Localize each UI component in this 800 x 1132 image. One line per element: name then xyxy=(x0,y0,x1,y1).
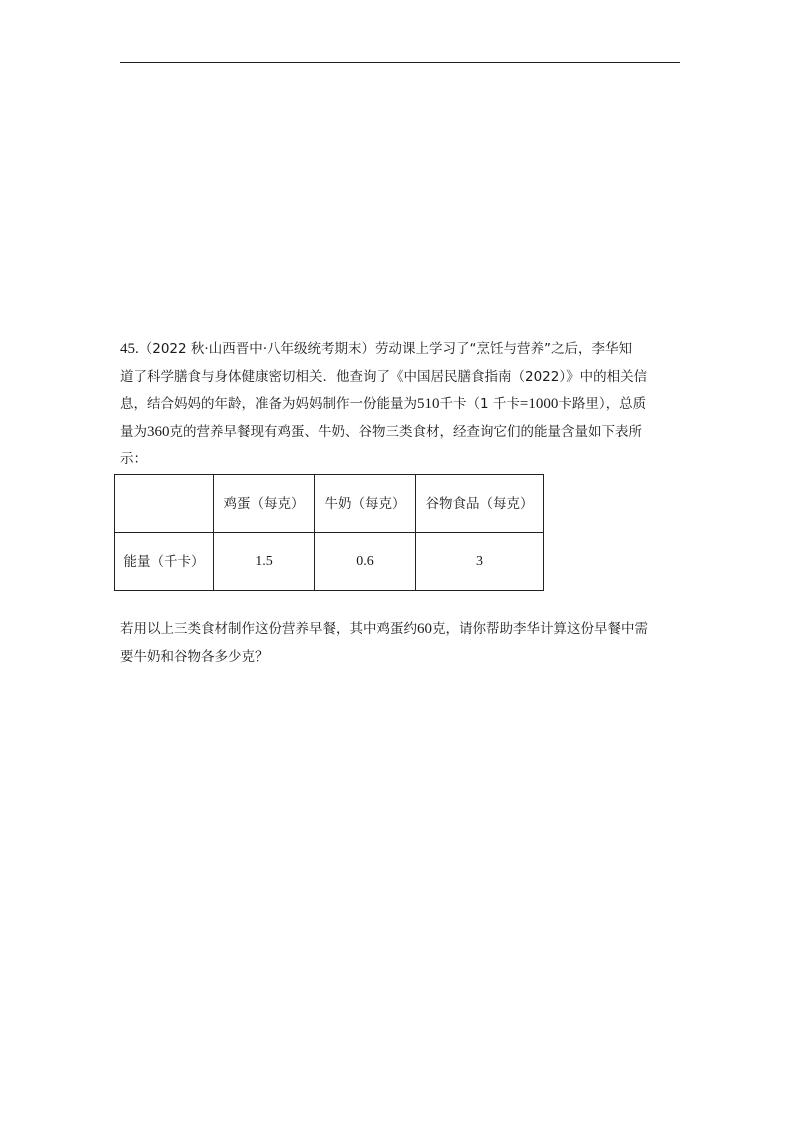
table-header-row xyxy=(115,475,544,533)
problem-line: 息，结合妈妈的年龄，准备为妈妈制作一份能量为510千卡（1 千卡=1000卡路里），总质 xyxy=(120,396,647,412)
energy-table xyxy=(114,474,544,591)
problem-line: 道了科学膳食与身体健康密切相关．他查询了《中国居民膳食指南（2022）》中的相关信 xyxy=(120,368,648,385)
problem-text: 45.（2022 秋·山西晋中·八年级统考期末）劳动课上学习了“烹饪与营养”之后，李华知 道了科学膳食与身体健康密切相关．他查询了《中国居民膳食指南（2022）》中的相关信 息，结合妈妈的年龄，准备为妈妈制作一份能量为510千卡（1 千卡=1000卡路里），总质 量为360克的营养早餐现有鸡蛋、牛奶、谷物三类食材，经查询它们的能量含量如下表所 示： xyxy=(120,336,680,474)
table-row xyxy=(115,533,544,591)
problem-line: 示： xyxy=(120,451,147,467)
table-header-cell: 牛奶（每克） xyxy=(315,475,416,533)
table-cell: 0.6 xyxy=(315,533,416,591)
table-cell: 1.5 xyxy=(214,533,315,591)
question-line: 要牛奶和谷物各多少克？ xyxy=(120,648,269,665)
question-text: 若用以上三类食材制作这份营养早餐，其中鸡蛋约60克，请你帮助李华计算这份早餐中需 要牛奶和谷物各多少克？ xyxy=(120,616,680,671)
table-header-cell xyxy=(115,475,214,533)
table-row-label: 能量（千卡） xyxy=(115,533,214,591)
mass-value: 360 xyxy=(147,423,170,440)
table-header-cell: 鸡蛋（每克） xyxy=(214,475,315,533)
egg-value: 60 xyxy=(417,621,432,637)
energy-value: 510 xyxy=(417,396,440,412)
problem-number: 45. xyxy=(120,341,139,357)
table-header-cell: 谷物食品（每克） xyxy=(416,475,544,533)
header-rule xyxy=(120,62,680,63)
table-cell: 3 xyxy=(416,533,544,591)
problem-line: 量为360克的营养早餐现有鸡蛋、牛奶、谷物三类食材，经查询它们的能量含量如下表所 xyxy=(120,423,642,440)
problem-source: （2022 秋·山西晋中·八年级统考期末） xyxy=(138,341,375,357)
